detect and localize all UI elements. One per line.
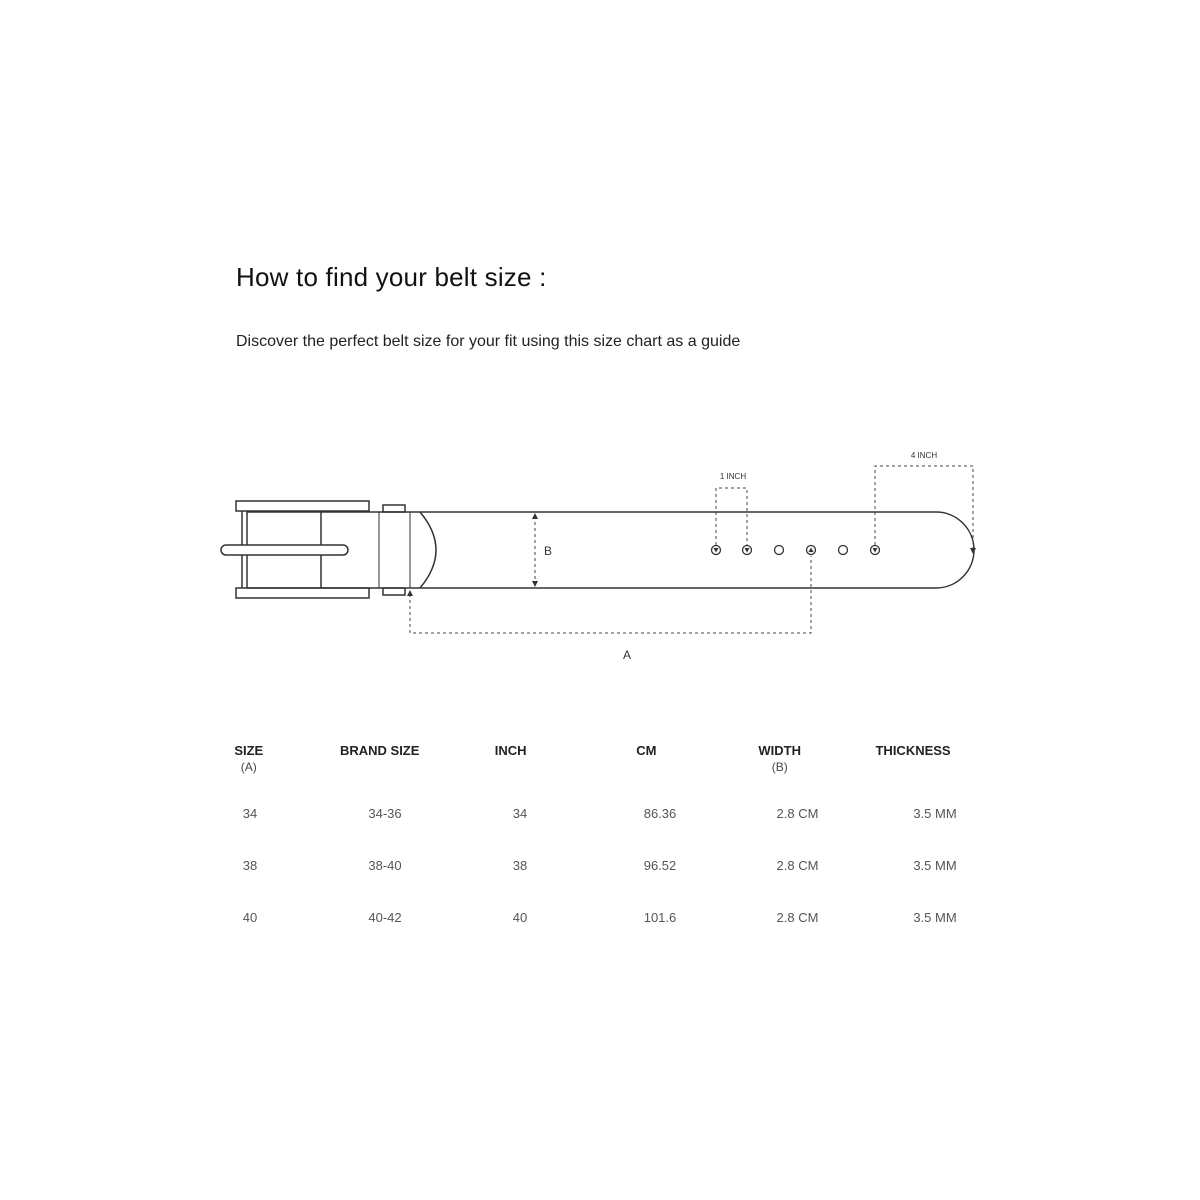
header-cm: CM [636,743,657,758]
size-chart-table [210,742,1010,925]
belt-holes [712,546,880,555]
page-subtitle: Discover the perfect belt size for your fit using this size chart as a guide [236,333,741,350]
header-brand-size: BRAND SIZE [339,743,420,758]
four-inch-dimension [875,466,973,550]
header-width: WIDTH (B) [758,743,802,774]
four-inch-label: 4 INCH [910,451,938,460]
header-size: SIZE (A) [234,743,264,774]
table-row: 38 38-40 38 96.52 2.8 CM 3.5 MM [242,858,957,873]
one-inch-dimension [716,488,747,545]
length-dimension [410,556,811,633]
length-marker-label: A [622,648,632,662]
page-title: How to find your belt size : [236,262,547,292]
belt-loop-icon [379,505,410,595]
header-inch: INCH [494,743,527,758]
header-thickness: THICKNESS [875,743,951,758]
belt-strap [247,512,974,588]
table-header [210,742,1010,776]
table-row: 40 40-42 40 101.6 2.8 CM 3.5 MM [242,910,957,925]
buckle-icon [221,501,369,598]
width-marker-label: B [544,544,553,558]
table-row: 34 34-36 34 86.36 2.8 CM 3.5 MM [242,806,957,821]
one-inch-label: 1 INCH [719,472,747,481]
